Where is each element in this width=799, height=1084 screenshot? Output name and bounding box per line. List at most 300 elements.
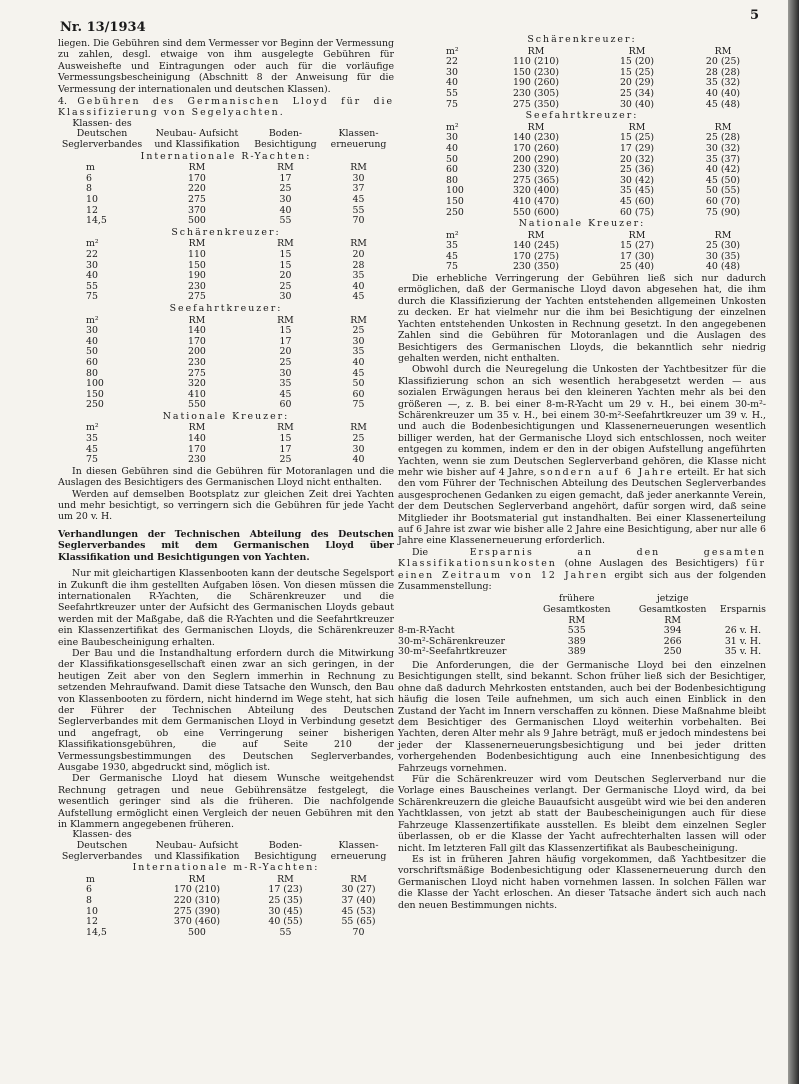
currency-label: RM: [714, 45, 732, 57]
fee-cell: 190: [187, 270, 206, 282]
fee-cell: 17 (30): [619, 250, 655, 262]
currency-label: RM: [350, 238, 367, 250]
boat-class-cell: 30-m²-Seefahrtkreuzer: [398, 646, 507, 658]
fee-cell: 275 (365): [512, 174, 560, 186]
category-heading: Nationale Kreuzer:: [162, 410, 290, 422]
fee-cell: 550: [187, 399, 206, 411]
currency-label: RM: [277, 314, 294, 326]
text-p3-lead: Die: [412, 546, 429, 558]
table-row: [58, 206, 394, 217]
fee-table-left-body: [58, 151, 394, 466]
fee-cell: 200: [187, 346, 206, 358]
fee-cell: 70: [352, 926, 365, 938]
fee-cell: 55: [279, 926, 292, 938]
fee-cell: 60: [279, 399, 292, 411]
category-heading-row: [58, 303, 394, 316]
currency-label: RM: [277, 873, 294, 885]
fee-cell: 170: [187, 172, 206, 184]
size-cell: 8: [86, 895, 92, 906]
fee-table-bottom-body: [58, 862, 394, 938]
size-cell: 100: [86, 378, 104, 390]
fee-cell: 230 (350): [512, 261, 560, 273]
table-row: [58, 369, 394, 380]
table-row: [58, 455, 394, 466]
size-cell: 35: [446, 240, 458, 252]
cost-cell: 389: [567, 635, 586, 647]
paragraph-past-years: Es ist in früheren Jahren häufig vorgekommen, daß Yachtbesitzer die vorschriftsmäßige Bodenbesichtigung oder Klassenerneuerung durch den Germanischen Lloyd nicht haben vornehmen lassen. In solchen Fällen war die Klasse der Yacht erloschen. An dieser Tatsache ändert sich auch nach den neuen Bestimmungen nichts.: [398, 853, 766, 911]
fee-table-right: [398, 34, 766, 273]
table-row: [58, 434, 394, 445]
fee-cell: 20 (25): [705, 56, 741, 68]
fee-cell: 25 (28): [705, 132, 741, 144]
paragraph-fees-note: In diesen Gebühren sind die Gebühren für Motoranlagen und die Auslagen des Besichtigers des Germanischen Lloyd nicht enthalten.: [58, 465, 394, 489]
fee-cell: 20: [279, 346, 292, 358]
table-row: [58, 896, 394, 907]
fee-cell: 170 (260): [512, 142, 560, 154]
col-header-class: Klassen- des Deutschen Seglerverbandes: [61, 829, 143, 862]
fee-cell: 50: [352, 378, 365, 390]
currency-label: RM: [628, 229, 646, 241]
table-row: [58, 271, 394, 282]
cost-cell: 394: [663, 625, 682, 637]
fee-cell: 30 (32): [705, 142, 741, 154]
fee-cell: 45: [279, 388, 292, 400]
size-cell: 10: [86, 194, 98, 205]
table-row: [398, 208, 766, 219]
currency-label: RM: [277, 238, 294, 250]
fee-cell: 550 (600): [512, 206, 560, 218]
fee-cell: 30 (45): [268, 905, 303, 917]
fee-cell: 35: [279, 378, 292, 390]
col-header-savings: Ersparnis: [719, 604, 766, 616]
fee-cell: 45 (50): [705, 174, 741, 186]
size-cell: 75: [446, 98, 458, 110]
fee-cell: 20: [352, 248, 365, 260]
fee-cell: 25 (40): [619, 261, 655, 273]
fee-cell: 70: [352, 215, 365, 227]
fee-cell: 25 (30): [705, 240, 741, 252]
unit-row: [58, 239, 394, 250]
fee-cell: 17: [279, 335, 292, 347]
size-cell: 100: [446, 185, 464, 197]
fee-cell: 30: [279, 291, 292, 303]
currency-label: RM: [188, 873, 206, 885]
size-cell: 10: [86, 905, 98, 917]
fee-cell: 170 (275): [512, 250, 560, 262]
size-cell: 8: [86, 183, 92, 195]
table-row: [58, 337, 394, 348]
table-row: [58, 326, 394, 337]
unit-label: m: [86, 162, 95, 174]
size-cell: 150: [446, 195, 464, 207]
category-heading-row: [58, 862, 394, 875]
fee-cell: 275: [187, 291, 206, 303]
fee-cell: 40 (48): [705, 261, 741, 273]
fee-cell: 30: [352, 443, 365, 455]
fee-cell: 150 (230): [512, 66, 560, 78]
fee-cell: 15: [279, 259, 292, 271]
fee-cell: 230: [187, 356, 206, 368]
fee-cell: 40: [352, 454, 365, 466]
table-row: [58, 216, 394, 227]
table-row: [58, 292, 394, 303]
text-p3-end: ergibt sich aus der folgenden Zusammenstellung:: [398, 569, 767, 593]
unit-label: m²: [446, 121, 459, 133]
boat-class-cell: 30-m²-Schärenkreuzer: [398, 635, 505, 647]
table-row: [58, 347, 394, 358]
cost-cell: 266: [663, 635, 682, 647]
fee-cell: 60 (70): [705, 195, 741, 207]
fee-cell: 15: [279, 325, 292, 337]
category-heading-row: [58, 411, 394, 424]
fee-cell: 15 (20): [619, 56, 655, 68]
currency-label: RM: [188, 162, 206, 174]
category-heading-row: [58, 151, 394, 164]
fee-cell: 37 (40): [341, 895, 376, 906]
size-cell: 14,5: [86, 215, 107, 227]
table-row: [398, 100, 766, 111]
size-cell: 6: [86, 172, 92, 184]
fee-cell: 45: [352, 291, 365, 303]
currency-label: RM: [188, 238, 206, 250]
size-cell: 22: [446, 56, 458, 68]
size-cell: 30: [446, 66, 458, 78]
fee-cell: 140 (230): [512, 132, 560, 144]
fee-cell: 410 (470): [512, 195, 560, 207]
fee-cell: 17 (29): [619, 142, 655, 154]
right-column: [398, 34, 766, 911]
fee-cell: 30 (35): [705, 250, 741, 262]
fee-cell: 230 (320): [512, 164, 560, 176]
left-column: [58, 38, 394, 938]
fee-table-bottom: [58, 830, 394, 938]
fee-cell: 30: [279, 194, 292, 205]
currency-label: RM: [527, 229, 545, 241]
section-4-heading: [58, 96, 394, 119]
intro-paragraph: liegen. Die Gebühren sind dem Vermesser vor Beginn der Vermessung zu zahlen, desgl. etwaige von ihm ausgelegte Gebühren für Ausweishefte und Eintragungen oder auch für die vorläufige Vermessungsbescheinigung (Abschnitt 8 der Anweisung für die Vermessung der internationalen und deutschen Klassen).: [58, 38, 394, 95]
currency-label: RM: [527, 121, 545, 133]
fee-cell: 140: [187, 433, 206, 445]
paragraph-classboats: Nur mit gleichartigen Klassenbooten kann der deutsche Segelsport in Zukunft die ihm gestellten Aufgaben lösen. Von diesen müssen die internationalen R-Yachten, die Schärenkreuzer und die Seefahrtkreuzer unter der Aufsicht des Germanischen Lloyds gebaut werden mit der Maßgabe, daß die R-Yachten und die Seefahrtkreuzer ein Klassenzertifikat des Germanischen Lloyds, die Schärenkreuzer eine Baubescheinigung erhalten.: [58, 568, 394, 648]
fee-cell: 370: [187, 204, 206, 216]
fee-cell: 200 (290): [512, 153, 560, 165]
fee-cell: 30: [352, 172, 365, 184]
fee-cell: 25 (35): [268, 895, 303, 906]
unit-label: m²: [86, 314, 99, 326]
fee-cell: 230: [187, 280, 206, 292]
table-row: [398, 262, 766, 273]
size-cell: 45: [446, 250, 458, 262]
size-cell: 55: [86, 280, 98, 292]
table-row: [58, 282, 394, 293]
fee-cell: 28 (28): [705, 66, 741, 78]
savings-table: [398, 594, 766, 658]
cost-cell: 250: [663, 646, 682, 658]
fee-cell: 25: [279, 183, 292, 195]
fee-cell: 60: [352, 388, 365, 400]
table-row: [58, 174, 394, 185]
table-row: [58, 917, 394, 928]
page-number: 5: [750, 8, 760, 23]
paragraph-requirements: Die Anforderungen, die der Germanische Lloyd bei den einzelnen Besichtigungen stellt, sind bekannt. Schon früher ließ sich der Besichtiger, ohne daß dadurch Mehrkosten entstanden, auch bei der Bodenbesichtigung häufig die losen Teile aufnehmen, um sich auch einen Einblick in den Zustand der Yacht im Innern verschaffen zu können. Diese Maßnahme bleibt dem Besichtiger des Germanischen Lloyd weiterhin vorbehalten. Bei Yachten, deren Alter mehr als 9 Jahre beträgt, muß er jedoch mindestens bei jeder der Klassenerneuerungsbesichtigung und bei jeder dritten vorhergehenden Bodenbesichtigung auch eine Innenbesichtigung des Fahrzeugs vornehmen.: [398, 660, 766, 774]
currency-label: RM: [714, 229, 732, 241]
col-header-newbuild: Neubau- Aufsicht und Klassifikation: [154, 128, 240, 151]
category-heading: Schärenkreuzer:: [527, 34, 637, 45]
fee-cell: 45: [352, 367, 365, 379]
fee-cell: 20: [279, 270, 292, 282]
size-cell: 12: [86, 204, 98, 216]
table-row: [58, 358, 394, 369]
category-heading: Internationale R-Yachten:: [140, 150, 312, 162]
unit-row: [58, 423, 394, 434]
col-header-bottom: Boden- Besichtigung: [254, 840, 317, 862]
unit-label: m²: [446, 229, 459, 241]
fee-cell: 25 (36): [619, 164, 655, 176]
fee-cell: 35 (32): [705, 77, 741, 89]
fee-cell: 170: [187, 335, 206, 347]
text-p3-mid: (ohne Auslagen des Besichtigers): [564, 558, 739, 570]
fee-cell: 75 (90): [705, 206, 741, 218]
fee-cell: 17 (23): [268, 884, 303, 896]
fee-cell: 110 (210): [512, 56, 560, 68]
fee-cell: 30 (42): [619, 174, 655, 186]
savings-row: [398, 647, 766, 658]
cost-cell: 535: [567, 625, 586, 637]
fee-cell: 220: [187, 183, 206, 195]
category-heading-row: [398, 34, 766, 47]
cost-cell: 389: [567, 646, 586, 658]
fee-cell: 40: [279, 204, 292, 216]
fee-cell: 110: [187, 248, 206, 260]
size-cell: 75: [86, 454, 98, 466]
savings-table-body: [398, 626, 766, 658]
fee-cell: 25: [352, 433, 365, 445]
size-cell: 50: [86, 346, 98, 358]
size-cell: 40: [86, 335, 98, 347]
size-cell: 35: [86, 433, 98, 445]
fee-cell: 25: [279, 454, 292, 466]
size-cell: 250: [86, 399, 104, 411]
table-row: [398, 197, 766, 208]
fee-cell: 320 (400): [512, 185, 560, 197]
section-4-number: 4.: [58, 96, 67, 108]
fee-cell: 25 (34): [619, 87, 655, 99]
book-binding-edge: [788, 0, 799, 1084]
fee-cell: 20 (29): [619, 77, 655, 89]
fee-cell: 30: [279, 367, 292, 379]
table-row: [58, 390, 394, 401]
currency-label: RM: [714, 121, 732, 133]
currency-label: RM: [350, 162, 367, 174]
fee-cell: 40 (55): [268, 916, 303, 928]
fee-cell: 75: [352, 399, 365, 411]
col-header-renewal: Klassen- erneuerung: [330, 128, 387, 151]
currency-label: RM: [188, 422, 206, 434]
fee-table-bottom-header: [58, 830, 394, 862]
cost-cell: 35 v. H.: [724, 646, 762, 658]
fee-table-header: [58, 119, 394, 151]
fee-cell: 220 (310): [173, 895, 220, 906]
fee-cell: 35: [352, 346, 365, 358]
paragraph-construction: Der Bau und die Instandhaltung erfordern durch die Mitwirkung der Klassifikationsgesellschaft einen zwar an sich geringen, in der heutigen Zeit aber von den Seglern immerhin in Rechnung zu setzenden Mehraufwand. Damit diese Tatsache den Wunsch, den Bau von Klassenbooten zu fördern, nicht hindernd im Wege steht, hat sich der Führer der Technischen Abteilung des Deutschen Seglerverbandes mit dem Germanischen Lloyd in Verbindung gesetzt und angefragt, ob eine Verringerung seiner bisherigen Klassifikationsgebühren, die auf Seite 210 der Vermessungsbestimmungen des Deutschen Seglerverbandes, Ausgabe 1930, abgedruckt sind, möglich ist.: [58, 647, 394, 773]
fee-cell: 28: [352, 259, 365, 271]
currency-label: RM: [350, 422, 367, 434]
fee-cell: 230: [187, 454, 206, 466]
fee-cell: 25: [352, 325, 365, 337]
fee-cell: 275: [187, 194, 206, 205]
paragraph-reduction: Die erhebliche Verringerung der Gebühren ließ sich nur dadurch ermöglichen, daß der Germanische Lloyd davon abgesehen hat, die ihm durch die Klassifizierung der Yachten entstehenden allgemeinen Unkosten zu decken. Er hat vielmehr nur die ihm bei Besichtigung der einzelnen Yachten entstehenden Unkosten in Rechnung gesetzt. In den angegebenen Zahlen sind die Gebühren für Motoranlagen und die Auslagen des Besichtigers des Germanischen Lloyds, die bekanntlich sehr niedrig gehalten werden, nicht enthalten.: [398, 273, 766, 364]
fee-cell: 15: [279, 248, 292, 260]
category-heading: Seefahrtkreuzer:: [169, 302, 283, 314]
size-cell: 80: [86, 367, 98, 379]
issue-number: Nr. 13/1934: [60, 20, 146, 35]
table-row: [58, 928, 394, 939]
size-cell: 6: [86, 884, 92, 896]
size-cell: 75: [446, 261, 458, 273]
unit-label: m: [86, 873, 95, 885]
fee-cell: 275 (390): [173, 905, 220, 917]
currency-label: RM: [188, 314, 206, 326]
category-heading-row: [58, 227, 394, 240]
size-cell: 30: [86, 259, 98, 271]
text-six-years: sondern auf 6 Jahre: [540, 466, 674, 478]
size-cell: 60: [86, 356, 98, 368]
cost-cell: 31 v. H.: [724, 635, 762, 647]
size-cell: 80: [446, 174, 458, 186]
fee-cell: 40 (42): [705, 164, 741, 176]
col-header-newbuild: Neubau- Aufsicht und Klassifikation: [154, 840, 240, 862]
fee-cell: 45: [352, 194, 365, 205]
currency-label: RM: [527, 45, 545, 57]
unit-label: m²: [86, 238, 99, 250]
fee-cell: 170: [187, 443, 206, 455]
size-cell: 40: [446, 77, 458, 89]
category-heading: Seefahrtkreuzer:: [525, 110, 639, 122]
size-cell: 150: [86, 388, 104, 400]
fee-cell: 25: [279, 280, 292, 292]
table-row: [58, 379, 394, 390]
table-row: [58, 184, 394, 195]
size-cell: 40: [446, 142, 458, 154]
currency-label: RM: [277, 162, 294, 174]
fee-cell: 17: [279, 443, 292, 455]
table-row: [58, 261, 394, 272]
text-p2: Obwohl durch die Neuregelung die Unkosten der Yachtbesitzer für die Klassifizierung schon an sich wesentlich herabgesetzt werden — aus sozialen Erwägungen heraus bei den kleineren Yachten mehr als bei den größeren —, z. B. bei einer 8-m-R-Yacht um 29 v. H., bei einem 30-m²-Schärenkreuzer um 35 v. H., bei einem 30-m²-Seefahrtkreuzer um 39 v. H., und auch die Bodenbesichtigungen und Klassenerneuerungen wesentlich billiger werden, hat der Germanische Lloyd sich entschlossen, noch weiter entgegen zu kommen, indem er den in der obigen Aufstellung angeführten Yachten, wenn sie zum Deutschen Seglerverband gehören, die Klasse nicht mehr wie bisher auf 4 Jahre,: [398, 364, 766, 478]
fee-cell: 55: [352, 204, 365, 216]
size-cell: 60: [446, 164, 458, 176]
category-heading: Schärenkreuzer:: [171, 226, 281, 238]
fee-cell: 15 (27): [619, 240, 655, 252]
col-header-class: Klassen- des Deutschen Seglerverbandes: [61, 117, 143, 151]
table-row: [398, 144, 766, 155]
fee-cell: 35: [352, 270, 365, 282]
fee-cell: 320: [187, 378, 206, 390]
table-row: [58, 250, 394, 261]
fee-cell: 140 (245): [512, 240, 560, 252]
fee-cell: 45 (60): [619, 195, 655, 207]
fee-cell: 500: [187, 215, 206, 227]
fee-cell: 370 (460): [173, 916, 220, 928]
table-row: [58, 445, 394, 456]
fee-cell: 45 (53): [341, 905, 376, 917]
paragraph-lloyd-fees: Der Germanische Lloyd hat diesem Wunsche weitgehendst Rechnung getragen und neue Gebührensätze festgelegt, die wesentlich geringer sind als die früheren. Die nachfolgende Aufstellung ermöglicht einen Vergleich der neuen Gebühren mit den in Klammern angegebenen früheren.: [58, 773, 394, 831]
fee-cell: 55: [279, 215, 292, 227]
paragraph-savings: [398, 547, 766, 593]
fee-cell: 230 (305): [512, 87, 560, 99]
paragraph-class-period: [398, 364, 766, 547]
size-cell: 22: [86, 248, 98, 260]
unit-rm: RM: [664, 614, 682, 626]
unit-rm: RM: [568, 614, 586, 626]
size-cell: 50: [446, 153, 458, 165]
fee-cell: 50 (55): [705, 185, 741, 197]
paragraph-schaerenkreuzer: Für die Schärenkreuzer wird vom Deutschen Seglerverband nur die Vorlage eines Bauscheines verlangt. Der Germanische Lloyd wird, da bei Schärenkreuzern die gleiche Bauaufsicht ausgeübt wird wie bei den anderen Yachtklassen, von jetzt ab statt der Baubescheinigungen auch für diese Fahrzeuge Klassenzertifikate ausstellen. Es bleibt dem einzelnen Segler überlassen, ob er die Klasse der Yacht aufrechterhalten lassen will oder nicht. Im letzteren Fall gilt das Klassenzertifikat als Baubescheinigung.: [398, 774, 766, 854]
fee-cell: 275 (350): [512, 98, 560, 110]
fee-cell: 20 (32): [619, 153, 655, 165]
fee-cell: 15 (25): [619, 132, 655, 144]
fee-cell: 15 (25): [619, 66, 655, 78]
table-row: [58, 400, 394, 411]
size-cell: 12: [86, 916, 98, 928]
fee-cell: 40 (40): [705, 87, 741, 99]
size-cell: 30: [86, 325, 98, 337]
size-cell: 40: [86, 270, 98, 282]
fee-cell: 35 (45): [619, 185, 655, 197]
table-row: [398, 89, 766, 100]
fee-cell: 37: [352, 183, 365, 195]
fee-cell: 35 (37): [705, 153, 741, 165]
fee-cell: 40: [352, 356, 365, 368]
section-4-title: Gebühren des Germanischen Lloyd für die Klassifizierung von Segelyachten.: [58, 96, 395, 119]
category-heading: Nationale Kreuzer:: [518, 218, 646, 230]
size-cell: 14,5: [86, 926, 107, 938]
text-period-spaced: für einen Zeitraum von 12 Jahren: [398, 558, 767, 581]
size-cell: 75: [86, 291, 98, 303]
fee-cell: 30: [352, 335, 365, 347]
col-header-current: jetzige Gesamtkosten: [638, 593, 707, 616]
fee-table-left: [58, 119, 394, 466]
col-header-previous: frühere Gesamtkosten: [542, 593, 611, 616]
fee-cell: 410: [187, 388, 206, 400]
fee-cell: 275: [187, 367, 206, 379]
section-bold-heading: Verhandlungen der Technischen Abteilung des Deutschen Seglerverbandes mit dem Germanischen Lloyd über Klassifikation und Besichtigungen von Yachten.: [58, 528, 394, 563]
size-cell: 250: [446, 206, 464, 218]
category-heading: Internationale m-R-Yachten:: [132, 862, 320, 874]
size-cell: 45: [86, 443, 98, 455]
currency-label: RM: [628, 45, 646, 57]
unit-row: [58, 163, 394, 174]
currency-label: RM: [628, 121, 646, 133]
size-cell: 55: [446, 87, 458, 99]
table-row: [58, 195, 394, 206]
currency-label: RM: [350, 314, 367, 326]
currency-label: RM: [277, 422, 294, 434]
savings-table-header: [398, 594, 766, 615]
fee-cell: 140: [187, 325, 206, 337]
fee-cell: 25: [279, 356, 292, 368]
cost-cell: 26 v. H.: [724, 625, 762, 637]
category-heading-row: [398, 218, 766, 231]
fee-cell: 60 (75): [619, 206, 655, 218]
fee-cell: 55 (65): [341, 916, 376, 928]
unit-label: m²: [86, 422, 99, 434]
fee-cell: 30 (27): [341, 884, 376, 896]
text-savings-spaced: Ersparnis an den gesamten Klassifikationsunkosten: [398, 546, 767, 570]
fee-cell: 17: [279, 172, 292, 184]
text-p2-rest: erteilt. Er hat sich den vom Führer der Technischen Abteilung des Deutschen Seglerverbandes ausgesprochenen Gedanken zu eigen gemacht, daß jeder anerkannte Verein, der dem Deutschen Seglerverband angehört, dafür sorgen wird, daß seine Mitglieder ihr Bootsmaterial gut instandhalten. Bei einer Klassenerteilung auf 6 Jahre ist zwar wie bisher alle 2 Jahre eine Besichtigung, aber nur alle 6 Jahre eine Klassenerneuerung erforderlich.: [398, 466, 767, 547]
currency-label: RM: [350, 873, 367, 885]
fee-cell: 30 (40): [619, 98, 655, 110]
